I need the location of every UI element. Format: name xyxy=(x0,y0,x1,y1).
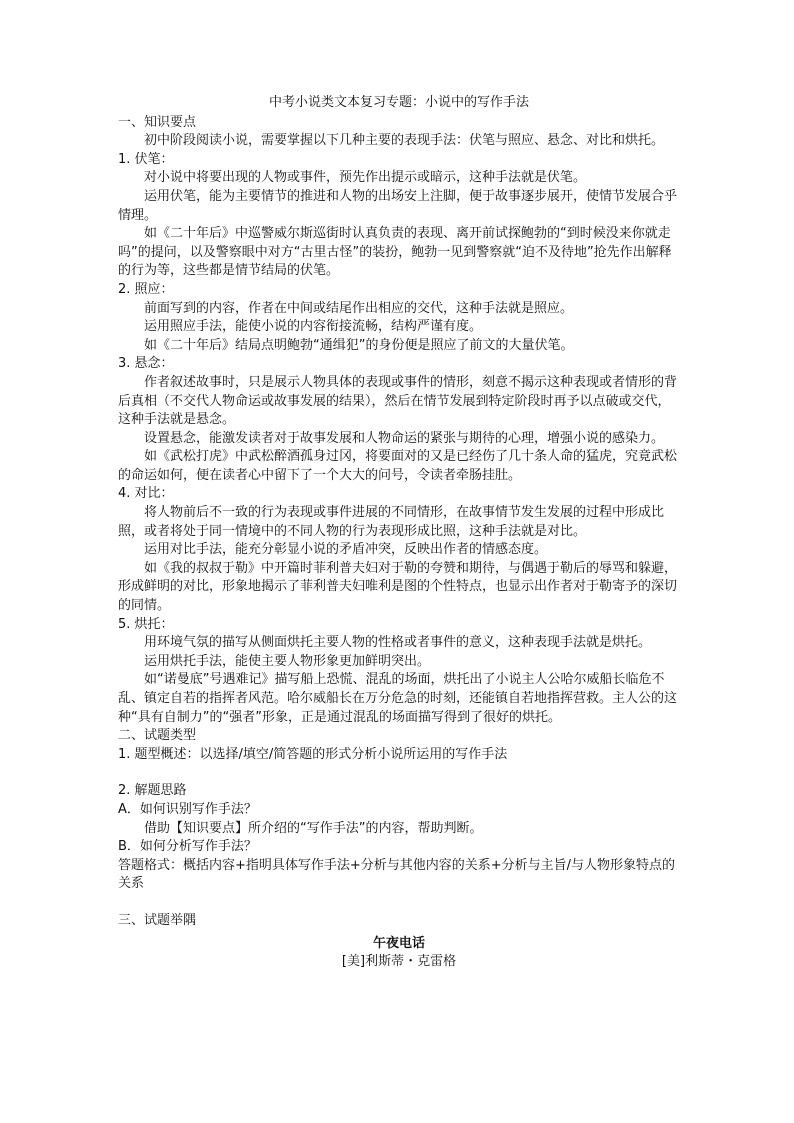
answer-a: 借助【知识要点】所介绍的“写作手法”的内容，帮助判断。 xyxy=(144,820,483,836)
paragraph-intro: 初中阶段阅读小说，需要掌握以下几种主要的表现手法：伏笔与照应、悬念、对比和烘托。 xyxy=(144,133,665,149)
solution-approach-label: 2. 解题思路 xyxy=(118,783,187,799)
paragraph: 运用照应手法，能使小说的内容衔接流畅，结构严谨有度。 xyxy=(144,319,483,335)
story-author: [美]利斯蒂・克雷格 xyxy=(341,954,457,970)
story-title: 午夜电话 xyxy=(372,935,425,951)
paragraph: 作者叙述故事时，只是展示人物具体的表现或事件的情形，刻意不揭示这种表现或者情形的背后真相（不交代人物命运或故事发展的结果），然后在情节发展到特定阶段时再予以点破或交代，这种手法就是悬念。 xyxy=(118,374,678,428)
paragraph: 设置悬念，能激发读者对于故事发展和人物命运的紧张与期待的心理，增强小说的感染力。 xyxy=(144,430,665,446)
answer-format: 答题格式：概括内容+指明具体写作手法+分析与其他内容的关系+分析与主旨/与人物形象特点的关系 xyxy=(118,857,676,892)
document-page xyxy=(118,94,680,972)
blank-line xyxy=(118,764,680,782)
paragraph: 对小说中将要出现的人物或事件，预先作出提示或暗示，这种手法就是伏笔。 xyxy=(144,170,587,186)
paragraph: 如《二十年后》结局点明鲍勃“通缉犯”的身份便是照应了前文的大量伏笔。 xyxy=(144,337,574,353)
item-label-duibi: 4. 对比： xyxy=(118,486,174,502)
paragraph: 前面写到的内容，作者在中间或结尾作出相应的交代，这种手法就是照应。 xyxy=(144,300,574,316)
paragraph: 将人物前后不一致的行为表现或事件进展的不同情形，在故事情节发生发展的过程中形成比照，或者将处于同一情境中的不同人物的行为表现形成比照，这种手法就是对比。 xyxy=(118,505,665,539)
paragraph: 运用伏笔，能为主要情节的推进和人物的出场安上注脚，便于故事逐步展开，使情节发展合乎情理。 xyxy=(118,188,678,223)
section-heading-knowledge: 一、知识要点 xyxy=(118,114,197,130)
paragraph: 运用烘托手法，能使主要人物形象更加鲜明突出。 xyxy=(144,653,431,669)
question-a: A．如何识别写作手法？ xyxy=(118,801,257,817)
paragraph: 如《武松打虎》中武松醉酒孤身过冈，将要面对的又是已经伤了几十条人命的猛虎，究竟武松的命运如何，便在读者心中留下了一个大大的问号，令读者牵肠挂肚。 xyxy=(118,449,678,483)
document-title: 中考小说类文本复习专题：小说中的写作手法 xyxy=(268,95,529,110)
paragraph: 如《我的叔叔于勒》中开篇时菲利普夫妇对于勒的夸赞和期待，与偶遇于勒后的辱骂和躲避，形成鲜明的对比，形象地揭示了菲利普夫妇唯利是图的个性特点，也显示出作者对于勒寄予的深切的同情。 xyxy=(118,560,678,614)
question-b: B．如何分析写作手法？ xyxy=(118,839,257,855)
paragraph: 如“诺曼底”号遇难记》描写船上恐慌、混乱的场面，烘托出了小说主人公哈尔威船长临危不乱、镇定自若的指挥者风范。哈尔威船长在万分危急的时刻，还能镇自若地指挥营救。主人公的这种“具有自制力”的“强者”形象，正是通过混乱的场面描写得到了很好的烘托。 xyxy=(118,672,678,725)
paragraph: 如《二十年后》中巡警威尔斯巡街时认真负责的表现、离开前试探鲍勃的“到时候没来你就走吗”的提问，以及警察眼中对方“古里古怪”的装扮，鲍勃一见到警察就“迫不及待地”抢先作出解释的行为等，这些都是情节结局的伏笔。 xyxy=(118,226,672,279)
blank-line xyxy=(118,894,680,912)
item-label-hongtuo: 5. 烘托： xyxy=(118,616,174,632)
paragraph: 用环境气氛的描写从侧面烘托主要人物的性格或者事件的意义，这种表现手法就是烘托。 xyxy=(144,635,652,651)
section-heading-question-types: 二、试题类型 xyxy=(118,728,197,744)
paragraph: 运用对比手法，能充分彰显小说的矛盾冲突，反映出作者的情感态度。 xyxy=(144,542,548,558)
section-heading-examples: 三、试题举隅 xyxy=(118,912,197,928)
item-label-xuannian: 3. 悬念： xyxy=(118,356,174,372)
item-label-zhaoying: 2. 照应： xyxy=(118,281,174,297)
item-label-fubi: 1. 伏笔： xyxy=(118,151,174,167)
question-type-overview: 1. 题型概述：以选择/填空/简答题的形式分析小说所运用的写作手法 xyxy=(118,746,508,762)
